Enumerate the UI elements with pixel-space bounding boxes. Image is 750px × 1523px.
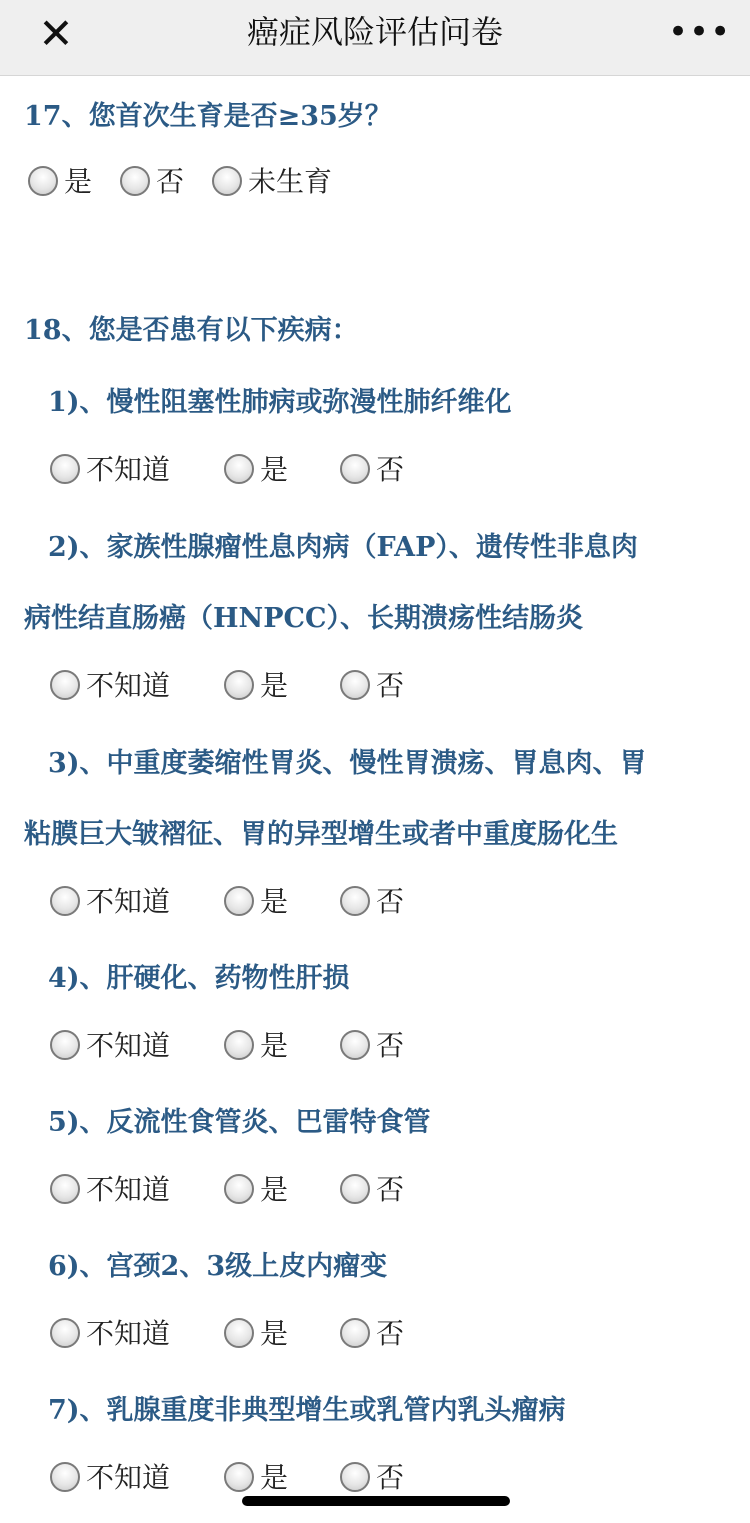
radio-button[interactable] bbox=[50, 454, 80, 484]
q18-item-7-options bbox=[50, 1458, 450, 1498]
option-label: 是 bbox=[260, 1461, 289, 1494]
radio-button[interactable] bbox=[340, 1462, 370, 1492]
option-label: 是 bbox=[260, 669, 289, 702]
home-indicator[interactable] bbox=[242, 1496, 510, 1506]
radio-button[interactable] bbox=[224, 1030, 254, 1060]
option-label: 未生育 bbox=[248, 165, 333, 198]
radio-button[interactable] bbox=[340, 670, 370, 700]
option-label: 是 bbox=[260, 1029, 289, 1062]
q18-item-3-options bbox=[50, 882, 450, 922]
question-18-title: 18、您是否患有以下疾病： bbox=[24, 315, 359, 346]
q18-item-6-title: 6)、宫颈2、3级上皮内瘤变 bbox=[48, 1251, 388, 1282]
radio-button[interactable] bbox=[340, 886, 370, 916]
radio-button[interactable] bbox=[340, 1318, 370, 1348]
radio-button[interactable] bbox=[50, 1030, 80, 1060]
q18-item-5-title: 5)、反流性食管炎、巴雷特食管 bbox=[48, 1107, 431, 1138]
option-label: 不知道 bbox=[86, 1029, 171, 1062]
q18-item-5-options bbox=[50, 1170, 450, 1210]
radio-button[interactable] bbox=[224, 886, 254, 916]
radio-button[interactable] bbox=[224, 1174, 254, 1204]
more-icon[interactable]: ••• bbox=[668, 12, 732, 52]
q18-item-2-title-cont: 病性结直肠癌（HNPCC）、长期溃疡性结肠炎 bbox=[24, 603, 583, 634]
radio-button[interactable] bbox=[28, 166, 58, 196]
option-label: 不知道 bbox=[86, 1461, 171, 1494]
radio-button[interactable] bbox=[50, 1462, 80, 1492]
radio-button[interactable] bbox=[340, 454, 370, 484]
option-label: 否 bbox=[376, 1029, 405, 1062]
radio-button[interactable] bbox=[120, 166, 150, 196]
radio-button[interactable] bbox=[50, 1174, 80, 1204]
option-label: 不知道 bbox=[86, 1173, 171, 1206]
option-label: 否 bbox=[376, 669, 405, 702]
q18-item-2-title: 2)、家族性腺瘤性息肉病（FAP）、遗传性非息肉 bbox=[48, 532, 638, 563]
option-label: 否 bbox=[376, 885, 405, 918]
option-label: 不知道 bbox=[86, 1317, 171, 1350]
option-label: 是 bbox=[260, 453, 289, 486]
radio-button[interactable] bbox=[224, 1462, 254, 1492]
radio-button[interactable] bbox=[50, 886, 80, 916]
option-label: 是 bbox=[64, 165, 93, 198]
option-label: 不知道 bbox=[86, 453, 171, 486]
nav-bar bbox=[0, 0, 750, 76]
q18-item-7-title: 7)、乳腺重度非典型增生或乳管内乳头瘤病 bbox=[48, 1395, 566, 1426]
q18-item-6-options bbox=[50, 1314, 450, 1354]
question-17-options bbox=[28, 162, 428, 202]
q18-item-3-title: 3)、中重度萎缩性胃炎、慢性胃溃疡、胃息肉、胃 bbox=[48, 748, 647, 779]
q18-item-4-options bbox=[50, 1026, 450, 1066]
option-label: 否 bbox=[156, 165, 185, 198]
radio-button[interactable] bbox=[50, 1318, 80, 1348]
option-label: 是 bbox=[260, 885, 289, 918]
q18-item-1-options bbox=[50, 450, 450, 490]
option-label: 不知道 bbox=[86, 885, 171, 918]
page-title: 癌症风险评估问卷 bbox=[246, 13, 503, 51]
q18-item-2-options bbox=[50, 666, 450, 706]
radio-button[interactable] bbox=[340, 1174, 370, 1204]
q18-item-4-title: 4)、肝硬化、药物性肝损 bbox=[48, 963, 350, 994]
option-label: 是 bbox=[260, 1317, 289, 1350]
option-label: 是 bbox=[260, 1173, 289, 1206]
option-label: 否 bbox=[376, 1173, 405, 1206]
radio-button[interactable] bbox=[224, 670, 254, 700]
option-label: 否 bbox=[376, 453, 405, 486]
option-label: 否 bbox=[376, 1317, 405, 1350]
option-label: 不知道 bbox=[86, 669, 171, 702]
option-label: 否 bbox=[376, 1461, 405, 1494]
radio-button[interactable] bbox=[224, 454, 254, 484]
q18-item-1-title: 1)、慢性阻塞性肺病或弥漫性肺纤维化 bbox=[48, 387, 512, 418]
q18-item-3-title-cont: 粘膜巨大皱褶征、胃的异型增生或者中重度肠化生 bbox=[24, 819, 618, 850]
close-icon[interactable]: ✕ bbox=[38, 9, 74, 58]
radio-button[interactable] bbox=[224, 1318, 254, 1348]
radio-button[interactable] bbox=[50, 670, 80, 700]
radio-button[interactable] bbox=[212, 166, 242, 196]
question-17-title: 17、您首次生育是否≥35岁？ bbox=[24, 101, 392, 132]
radio-button[interactable] bbox=[340, 1030, 370, 1060]
